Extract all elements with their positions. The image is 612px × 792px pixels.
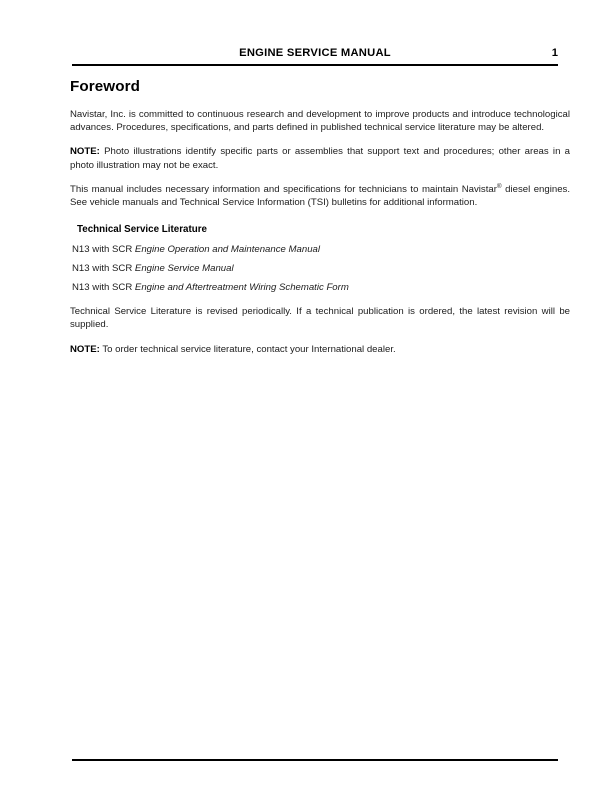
- paragraph-manual-scope: [70, 183, 570, 209]
- note-label: NOTE:: [70, 343, 100, 355]
- page-header: [72, 46, 558, 62]
- literature-item-prefix: N13 with SCR: [72, 282, 135, 294]
- list-item: [72, 243, 570, 256]
- literature-item-title: Engine Service Manual: [134, 263, 234, 275]
- literature-item-prefix: N13 with SCR: [72, 263, 135, 275]
- literature-list-heading: Technical Service Literature: [77, 224, 207, 236]
- footer-divider-rule: [72, 759, 558, 761]
- literature-item-prefix: N13 with SCR: [72, 244, 135, 256]
- paragraph-revision-policy: Technical Service Literature is revised periodically. If a technical publication is ordered, the latest revision will be supplied.: [70, 306, 570, 331]
- page-title: Foreword: [70, 78, 140, 95]
- paragraph-note-illustrations: [70, 145, 570, 171]
- manual-scope-text-tail: diesel engines. See vehicle manuals and Technical Service Information (TSI) bulletins for additional information.: [70, 183, 570, 209]
- manual-scope-text-lead: This manual includes necessary information and specifications for technicians to maintain Navistar: [70, 183, 497, 195]
- note-text: To order technical service literature, contact your International dealer.: [99, 343, 396, 355]
- list-item: [72, 281, 570, 294]
- literature-item-title: Engine and Aftertreatment Wiring Schematic Form: [134, 282, 349, 294]
- paragraph-intro: Navistar, Inc. is committed to continuous research and development to improve products and introduce technological advances. Procedures, specifications, and parts defined in published technical service literature may be altered.: [70, 109, 570, 134]
- page-number: 1: [551, 47, 558, 59]
- page-content: [70, 78, 570, 356]
- literature-item-title: Engine Operation and Maintenance Manual: [134, 244, 320, 256]
- technical-service-literature-block: [70, 220, 570, 294]
- list-item: [72, 262, 570, 275]
- header-title: ENGINE SERVICE MANUAL: [239, 47, 391, 59]
- registered-trademark-symbol: ®: [496, 182, 502, 190]
- note-text: Photo illustrations identify specific parts or assemblies that support text and procedures; other areas in a photo illustration may not be exact.: [70, 146, 570, 171]
- note-label: NOTE:: [70, 146, 100, 158]
- header-divider-rule: [72, 64, 558, 66]
- paragraph-note-ordering: [70, 343, 570, 356]
